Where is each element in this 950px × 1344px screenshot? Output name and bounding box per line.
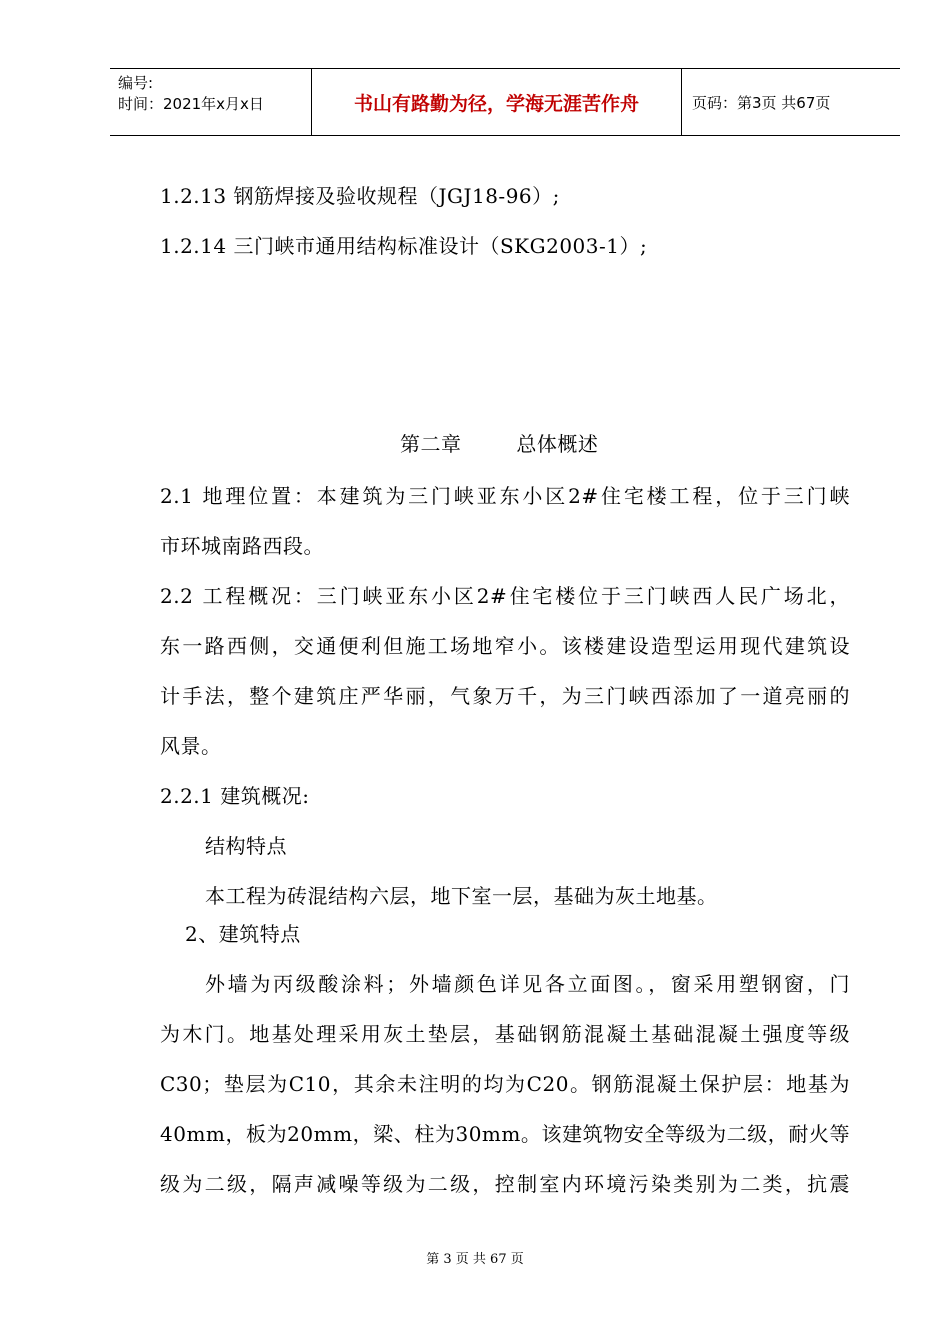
header-page-info: 页码：第3页 共67页 [692,93,831,112]
architecture-line-1: 外墙为丙级酸涂料；外墙颜色详见各立面图。，窗采用塑钢窗，门 [205,972,850,996]
reference-1-2-13: 1.2.13 钢筋焊接及验收规程（JGJ18-96）; [160,184,560,208]
page-footer: 第 3 页 共 67 页 [426,1252,524,1267]
architecture-heading: 2、建筑特点 [185,922,301,946]
architecture-line-5: 级为二级，隔声减噪等级为二级，控制室内环境污染类别为二类，抗震 [160,1172,850,1196]
chapter-title: 第二章 总体概述 [400,432,599,456]
document-time-label: 时间：2021年x月x日 [118,95,264,113]
section-2-2-1-title: 2.2.1 建筑概况: [160,784,310,808]
header-table [110,68,900,136]
document-number-label: 编号: [118,74,154,92]
section-2-2-line-3: 计手法，整个建筑庄严华丽，气象万千，为三门峡西添加了一道亮丽的 [160,684,850,708]
section-2-1-line-2: 市环城南路西段。 [160,534,324,558]
reference-1-2-14: 1.2.14 三门峡市通用结构标准设计（SKG2003-1）; [160,234,648,258]
section-2-1-line-1: 2.1 地理位置：本建筑为三门峡亚东小区2#住宅楼工程，位于三门峡 [160,484,850,508]
architecture-line-4: 40mm，板为20mm，梁、柱为30mm。该建筑物安全等级为二级，耐火等 [160,1122,850,1146]
section-2-2-line-1: 2.2 工程概况：三门峡亚东小区2#住宅楼位于三门峡西人民广场北， [160,584,850,608]
architecture-line-2: 为木门。地基处理采用灰土垫层，基础钢筋混凝土基础混凝土强度等级 [160,1022,850,1046]
section-2-2-line-4: 风景。 [160,734,222,758]
section-2-2-line-2: 东一路西侧，交通便利但施工场地窄小。该楼建设造型运用现代建筑设 [160,634,850,658]
header-meta-cell [110,69,312,135]
architecture-line-3: C30；垫层为C10，其余未注明的均为C20。钢筋混凝土保护层：地基为 [160,1072,850,1096]
structure-text: 本工程为砖混结构六层，地下室一层，基础为灰土地基。 [205,884,718,908]
structure-heading: 结构特点 [205,834,287,858]
header-slogan: 书山有路勤为径，学海无涯苦作舟 [312,69,682,135]
